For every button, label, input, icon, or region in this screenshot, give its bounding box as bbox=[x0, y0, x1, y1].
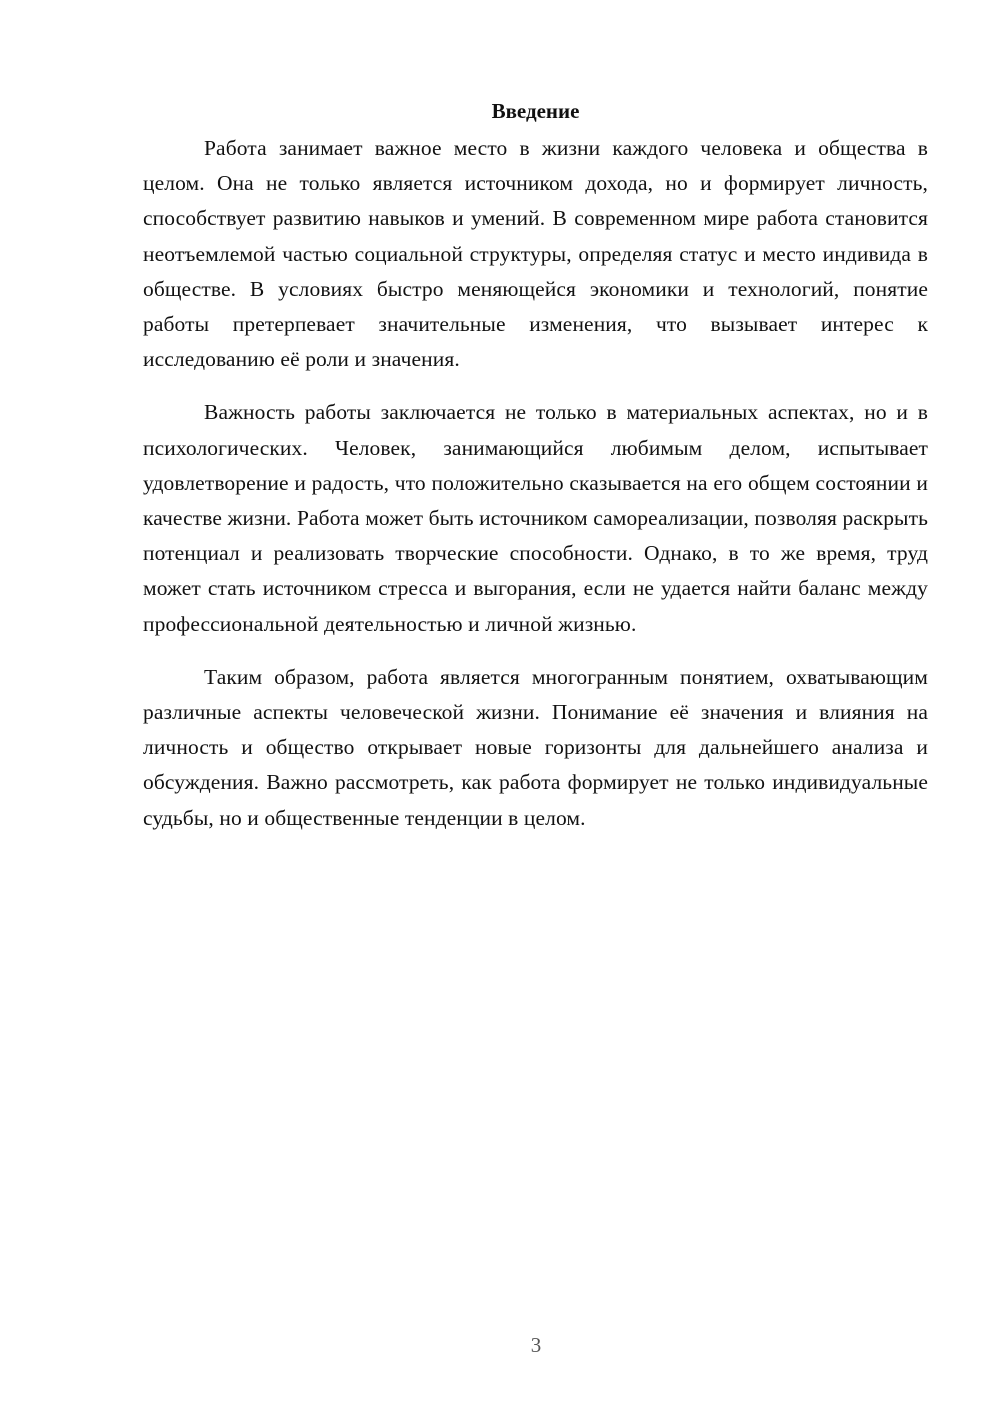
page-number: 3 bbox=[530, 1333, 542, 1357]
section-title: Введение bbox=[491, 99, 580, 123]
page-content bbox=[143, 94, 928, 854]
paragraph-2: Важность работы заключается не только в материальных аспектах, но и в психологических. Человек, занимающийся любимым делом, испытывает удовлетворение и радость, что положительно сказывается на его общем состоянии и качестве жизни. Работа может быть источником самореализации, позволяя раскрыть потенциал и реализовать творческие способности. Однако, в то же время, труд может стать источником стресса и выгорания, если не удается найти баланс между профессиональной деятельностью и личной жизнью. bbox=[143, 400, 928, 636]
paragraph-1: Работа занимает важное место в жизни каждого человека и общества в целом. Она не только является источником дохода, но и формирует личность, способствует развитию навыков и умений. В современном мире работа становится неотъемлемой частью социальной структуры, определяя статус и место индивида в обществе. В условиях быстро меняющейся экономики и технологий, понятие работы претерпевает значительные изменения, что вызывает интерес к исследованию её роли и значения. bbox=[143, 136, 928, 372]
paragraph-3: Таким образом, работа является многогранным понятием, охватывающим различные аспекты человеческой жизни. Понимание её значения и влияния на личность и общество открывает новые горизонты для дальнейшего анализа и обсуждения. Важно рассмотреть, как работа формирует не только индивидуальные судьбы, но и общественные тенденции в целом. bbox=[143, 664, 928, 830]
